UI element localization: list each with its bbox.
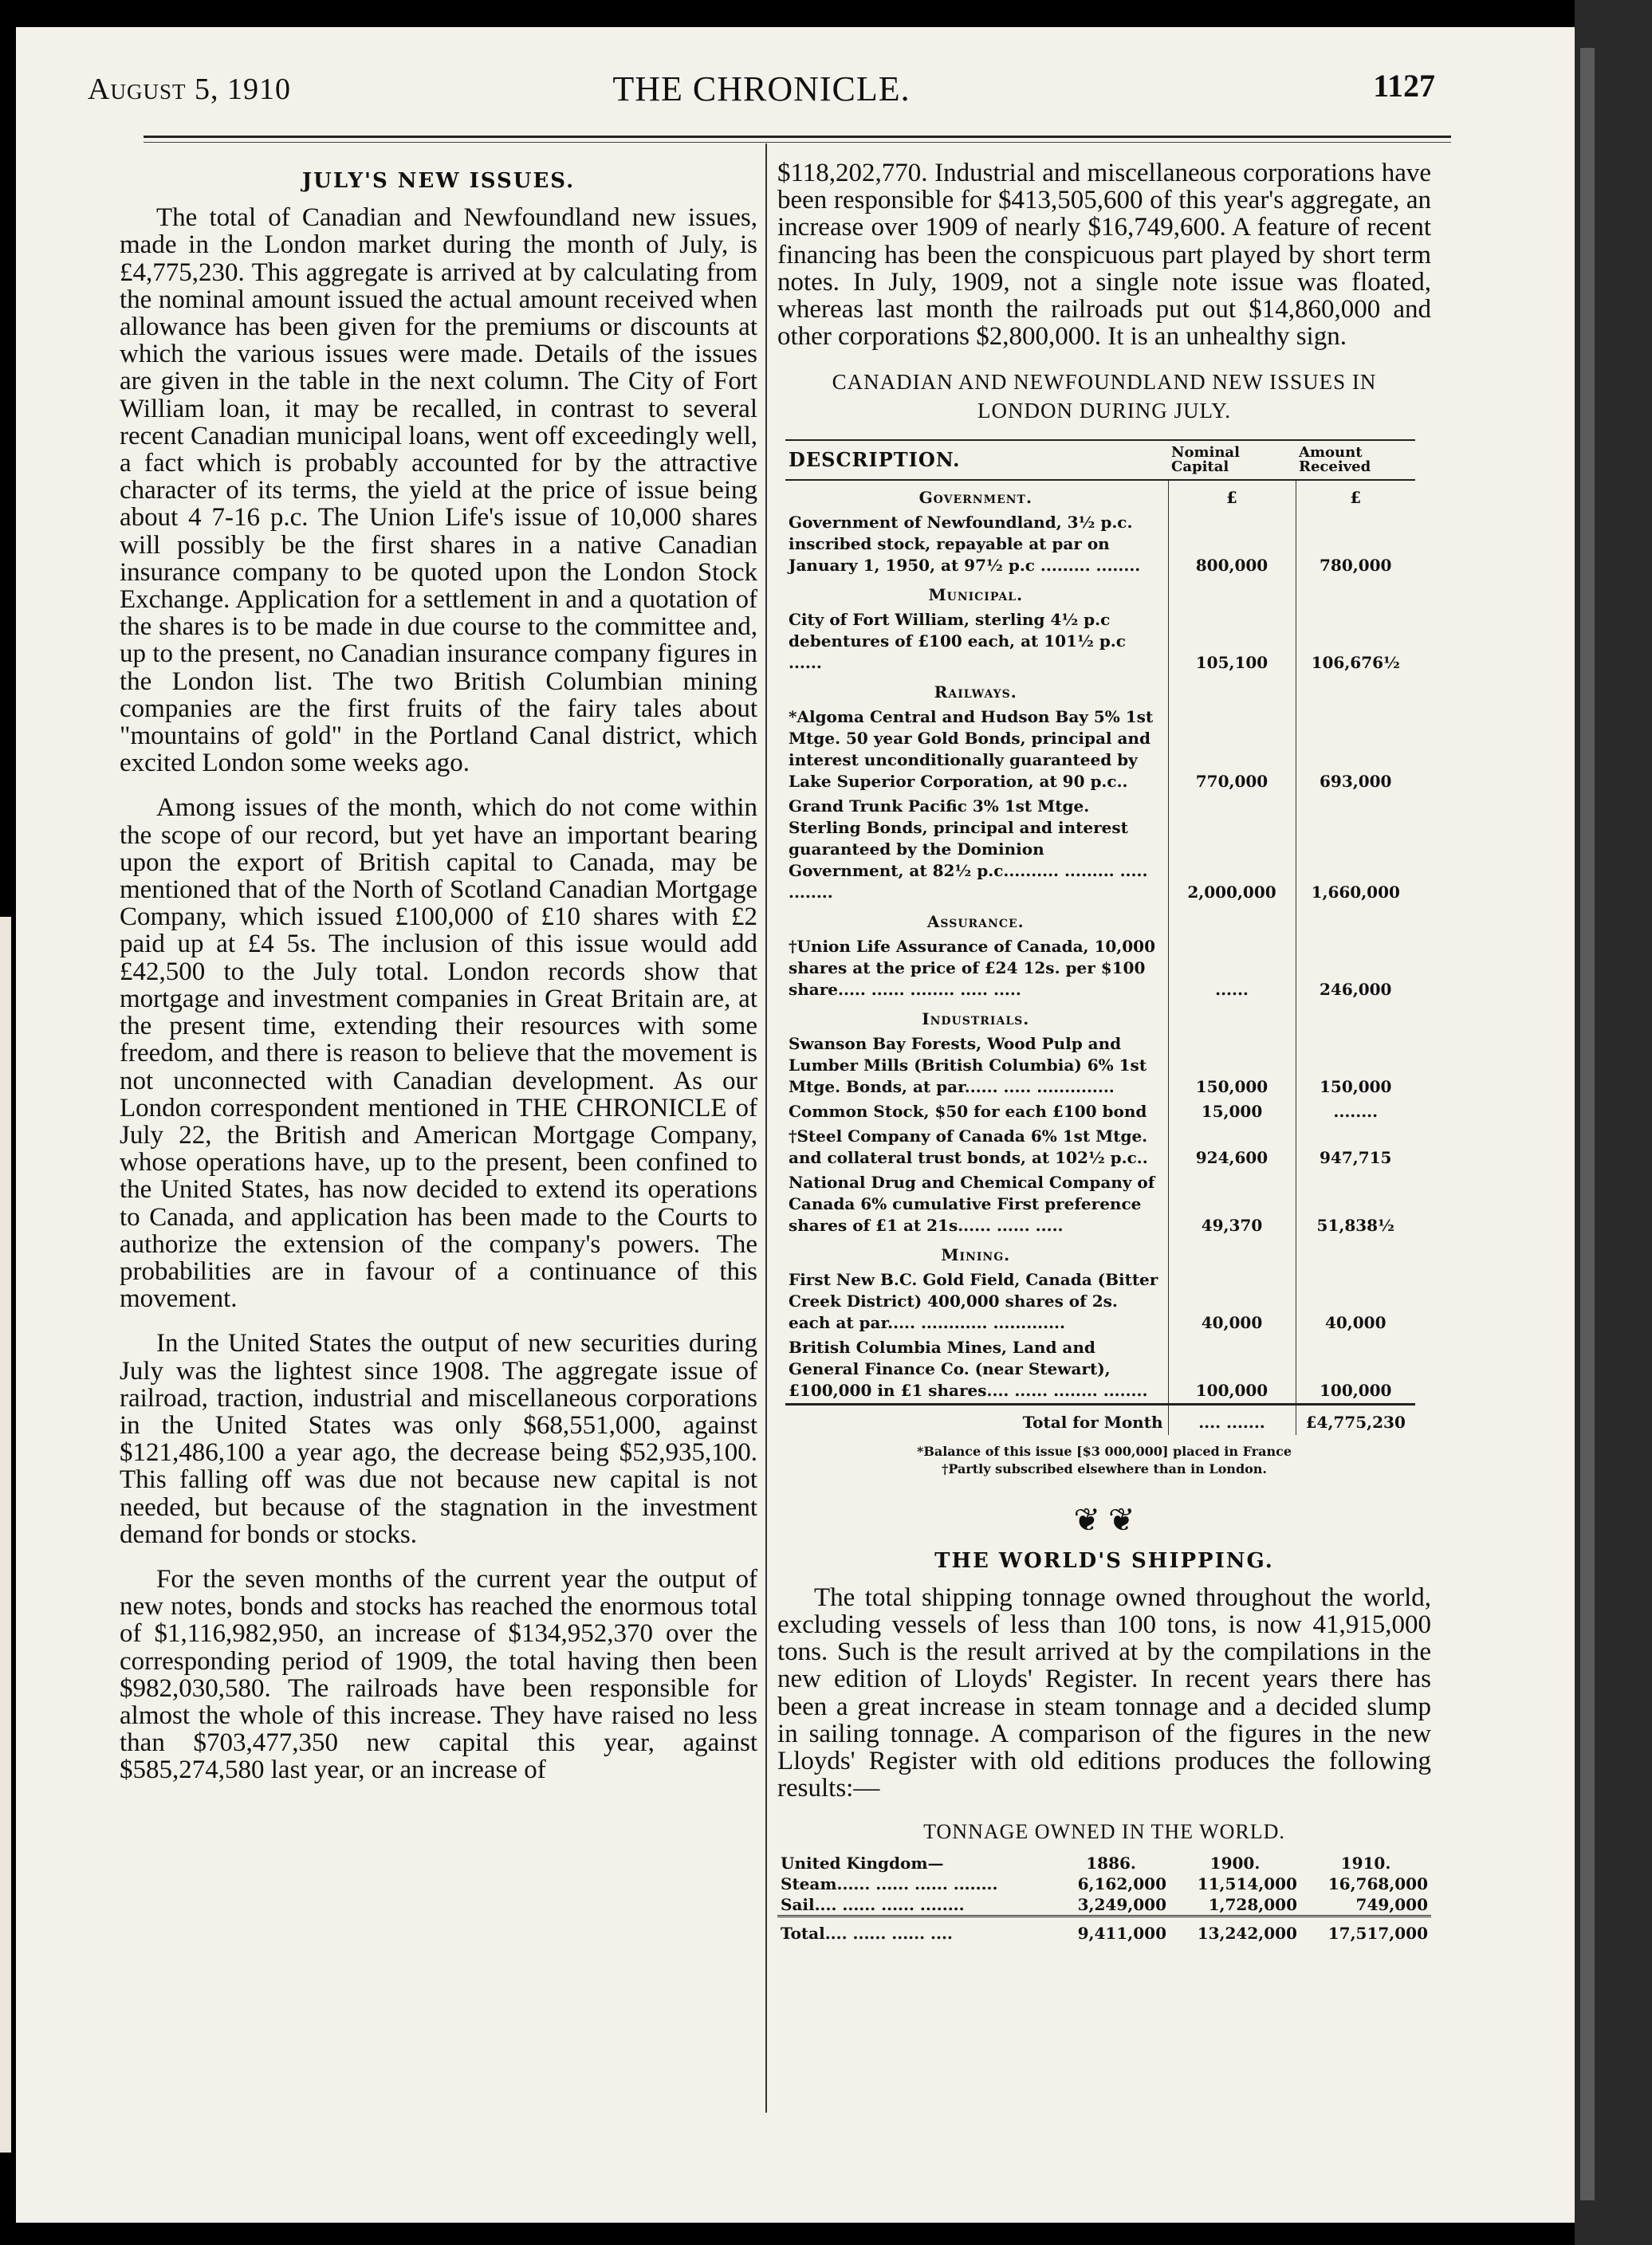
table-row xyxy=(785,1335,1415,1405)
cell-value: 17,517,000 xyxy=(1300,1917,1431,1944)
row-description: Common Stock, $50 for each £100 bond xyxy=(789,1102,1147,1122)
table-footnotes xyxy=(777,1443,1431,1478)
amount-received-cell xyxy=(1296,675,1415,705)
row-description: Municipal. xyxy=(928,585,1024,605)
nominal-capital-cell: ...... xyxy=(1168,934,1296,1002)
tonnage-header-row xyxy=(777,1853,1431,1873)
cell-value: 749,000 xyxy=(1355,1895,1428,1915)
footnote: *Balance of this issue [$3 000,000] placed in France xyxy=(916,1444,1292,1460)
nominal-capital-cell: 15,000 xyxy=(1168,1099,1296,1124)
total-nominal: .... ....... xyxy=(1168,1405,1296,1436)
row-description: City of Fort William, sterling 4½ p.c debentures of £100 each, at 101½ p.c ...... xyxy=(789,610,1126,673)
year-header: 1910. xyxy=(1340,1854,1391,1873)
header-rule xyxy=(144,136,1451,138)
row-description: Government. xyxy=(918,488,1032,508)
row-description: Mining. xyxy=(941,1245,1011,1265)
category-row xyxy=(785,578,1415,607)
amount-received-cell: ........ xyxy=(1296,1099,1415,1124)
row-label: Sail.... ...... ...... ........ xyxy=(781,1895,965,1915)
nominal-capital-cell xyxy=(1168,578,1296,607)
year-header: 1900. xyxy=(1210,1854,1261,1873)
amount-received-cell: 246,000 xyxy=(1296,934,1415,1002)
amount-received-cell xyxy=(1296,905,1415,934)
article-title: THE WORLD'S SHIPPING. xyxy=(934,1548,1274,1573)
page-number: 1127 xyxy=(1373,68,1435,104)
row-label: Steam...... ...... ...... ........ xyxy=(781,1874,998,1894)
issues-table-title-line: LONDON DURING JULY. xyxy=(977,399,1232,423)
table-row xyxy=(777,1873,1431,1894)
col-header-nominal: Nominal Capital xyxy=(1168,440,1296,480)
amount-received-cell: 1,660,000 xyxy=(1296,794,1415,905)
issues-table-title-line: CANADIAN AND NEWFOUNDLAND NEW ISSUES IN xyxy=(832,370,1377,395)
table-row xyxy=(785,607,1415,675)
amount-received-cell: 150,000 xyxy=(1296,1032,1415,1099)
amount-received-cell: 693,000 xyxy=(1296,705,1415,794)
row-description: Government of Newfoundland, 3½ p.c. inscribed stock, repayable at par on January 1, 1950, at 97½ p.c ......... ........ xyxy=(789,513,1141,576)
row-description: †Union Life Assurance of Canada, 10,000 shares at the price of £24 12s. per $100 share..... ...... ........ ..... ..... xyxy=(789,937,1156,1000)
table-total-row xyxy=(785,1405,1415,1436)
nominal-capital-cell xyxy=(1168,675,1296,705)
nominal-capital-cell: 105,100 xyxy=(1168,607,1296,675)
category-row xyxy=(785,1002,1415,1032)
journal-title: THE CHRONICLE. xyxy=(612,69,911,108)
total-amount: £4,775,230 xyxy=(1296,1405,1415,1436)
issues-table xyxy=(785,439,1415,1435)
amount-received-cell xyxy=(1296,578,1415,607)
table-row xyxy=(777,1894,1431,1917)
table-row xyxy=(785,1124,1415,1170)
header-rule-thin xyxy=(144,142,1451,143)
nominal-capital-cell: 800,000 xyxy=(1168,510,1296,578)
amount-received-cell: 947,715 xyxy=(1296,1124,1415,1170)
table-row xyxy=(785,1170,1415,1238)
tonnage-table-title: TONNAGE OWNED IN THE WORLD. xyxy=(923,1820,1285,1844)
col-header-amount: Amount Received xyxy=(1296,440,1415,480)
cell-value: 11,514,000 xyxy=(1197,1874,1297,1894)
tonnage-group-label: United Kingdom— xyxy=(781,1854,944,1873)
article-continuation: $118,202,770. Industrial and miscellaneous corporations have been responsible for $413,505,600 of this year's aggregate, an increase over 1909 of nearly $16,749,600. A feature of recent financing has been the conspicuous part played by short term notes. In July, 1909, not a single note issue was floated, whereas last month the railroads put out $14,860,000 and other corporations $2,800,000. It is an unhealthy sign. xyxy=(777,159,1431,352)
row-description: National Drug and Chemical Company of Canada 6% cumulative First preference shares of £1 at 21s...... ...... ..... xyxy=(789,1173,1155,1236)
nominal-capital-cell xyxy=(1168,905,1296,934)
nominal-capital-cell: 150,000 xyxy=(1168,1032,1296,1099)
table-row xyxy=(785,510,1415,578)
nominal-capital-cell: 924,600 xyxy=(1168,1124,1296,1170)
article-paragraph: In the United States the output of new securities during July was the lightest since 1908. The aggregate issue of railroad, traction, industrial and miscellaneous corporations in the United States was only $68,551,000, against $121,486,100 a year ago, the decrease being $52,935,100. This falling off was due not because new capital is not needed, but because of the stagnation in the investment demand for bonds or stocks. xyxy=(120,1329,757,1549)
issue-date: August 5, 1910 xyxy=(88,73,291,106)
cell-value: 1,728,000 xyxy=(1208,1895,1297,1915)
amount-received-cell xyxy=(1296,1238,1415,1268)
table-row xyxy=(785,1268,1415,1335)
tonnage-table xyxy=(777,1853,1431,1944)
nominal-capital-cell: £ xyxy=(1168,480,1296,510)
cell-value: 3,249,000 xyxy=(1077,1895,1166,1915)
table-row xyxy=(785,934,1415,1002)
row-description: First New B.C. Gold Field, Canada (Bitter Creek District) 400,000 shares of 2s. each at par..... ............ ............. xyxy=(789,1270,1158,1333)
cell-value: 9,411,000 xyxy=(1052,1917,1170,1944)
footnote: †Partly subscribed elsewhere than in London. xyxy=(941,1461,1267,1477)
article-paragraph: The total shipping tonnage owned throughout the world, excluding vessels of less than 100 tons, is now 41,915,000 tons. Such is the result arrived at by the compilations in the new edition of Lloyds' Register. In recent years there has been a great increase in steam tonnage and a decided slump in sailing tonnage. A comparison of the figures in the new Lloyds' Register with old editions produces the following results:— xyxy=(777,1583,1431,1803)
column-divider xyxy=(765,144,767,2113)
table-row xyxy=(785,1099,1415,1124)
issues-table-title xyxy=(777,368,1431,425)
article-title: JULY'S NEW ISSUES. xyxy=(301,169,576,193)
nominal-capital-cell: 100,000 xyxy=(1168,1335,1296,1405)
category-row xyxy=(785,675,1415,705)
cell-value: 13,242,000 xyxy=(1170,1917,1300,1944)
table-row xyxy=(785,705,1415,794)
row-description: British Columbia Mines, Land and General Finance Co. (near Stewart), £100,000 in £1 shares.... ...... ........ ........ xyxy=(789,1338,1148,1401)
left-column xyxy=(120,167,757,1784)
total-label: Total for Month xyxy=(785,1405,1168,1436)
row-description: Swanson Bay Forests, Wood Pulp and Lumber Mills (British Columbia) 6% 1st Mtge. Bonds, at par...... ..... .............. xyxy=(789,1034,1147,1097)
amount-received-cell: 106,676½ xyxy=(1296,607,1415,675)
year-header: 1886. xyxy=(1086,1854,1136,1873)
row-description: *Algoma Central and Hudson Bay 5% 1st Mtge. 50 year Gold Bonds, principal and interest unconditionally guaranteed by Lake Superior Corporation, at 90 p.c.. xyxy=(789,707,1154,792)
article-paragraph: Among issues of the month, which do not come within the scope of our record, but yet have an important bearing upon the export of British capital to Canada, may be mentioned that of the North of Scotland Canadian Mortgage Company, which issued £100,000 of £10 shares with £2 paid up at £4 5s. The inclusion of this issue would add £42,500 to the July total. London records show that mortgage and investment companies in Great Britain are, at the present time, extending their resources with some freedom, and there is reason to believe that the movement is not unconnected with Canadian development. As our London correspondent mentioned in THE CHRONICLE of July 22, the British and American Mortgage Company, whose operations have, up to the present, been confined to the United States, has now decided to extend its operations to Canada, and application has been made to the Courts to authorize the extension of the company's powers. The probabilities are in favour of a continuance of this movement. xyxy=(120,793,757,1314)
row-description: Industrials. xyxy=(922,1009,1030,1029)
running-head xyxy=(88,46,1435,108)
nominal-capital-cell: 2,000,000 xyxy=(1168,794,1296,905)
row-description: Grand Trunk Pacific 3% 1st Mtge. Sterling Bonds, principal and interest guaranteed by the Dominion Government, at 82½ p.c.......... ......... ..... ........ xyxy=(789,796,1148,902)
page-edge-tab xyxy=(0,917,11,2153)
right-column xyxy=(777,159,1431,1944)
category-row xyxy=(785,480,1415,510)
cell-value: 16,768,000 xyxy=(1328,1874,1428,1894)
col-header-description: DESCRIPTION. xyxy=(785,440,1168,480)
table-header-row xyxy=(785,440,1415,480)
amount-received-cell: 100,000 xyxy=(1296,1335,1415,1405)
tonnage-total-row xyxy=(777,1917,1431,1944)
article-paragraph: For the seven months of the current year the output of new notes, bonds and stocks has reached the enormous total of $1,116,982,950, an increase of $134,952,370 over the corresponding period of 1909, the total having then been $982,030,580. The railroads have been responsible for almost the whole of this increase. They have raised no less than $703,477,350 new capital this year, against $585,274,580 last year, or an increase of xyxy=(120,1564,757,1785)
amount-received-cell: 51,838½ xyxy=(1296,1170,1415,1238)
amount-received-cell: 780,000 xyxy=(1296,510,1415,578)
row-label: Total.... ...... ...... .... xyxy=(777,1917,1052,1944)
table-row xyxy=(785,794,1415,905)
amount-received-cell xyxy=(1296,1002,1415,1032)
nominal-capital-cell: 40,000 xyxy=(1168,1268,1296,1335)
row-description: Assurance. xyxy=(926,912,1025,932)
row-description: Railways. xyxy=(934,682,1017,702)
amount-received-cell: 40,000 xyxy=(1296,1268,1415,1335)
nominal-capital-cell xyxy=(1168,1002,1296,1032)
category-row xyxy=(785,1238,1415,1268)
nominal-capital-cell: 49,370 xyxy=(1168,1170,1296,1238)
section-ornament: ❦ ❦ xyxy=(1073,1502,1135,1539)
nominal-capital-cell xyxy=(1168,1238,1296,1268)
nominal-capital-cell: 770,000 xyxy=(1168,705,1296,794)
issues-table-body xyxy=(785,480,1415,1405)
row-description: †Steel Company of Canada 6% 1st Mtge. and collateral trust bonds, at 102½ p.c.. xyxy=(789,1126,1148,1168)
category-row xyxy=(785,905,1415,934)
table-row xyxy=(785,1032,1415,1099)
cell-value: 6,162,000 xyxy=(1077,1874,1166,1894)
book-spine-shadow xyxy=(1580,48,1595,2200)
amount-received-cell: £ xyxy=(1296,480,1415,510)
article-paragraph: The total of Canadian and Newfoundland new issues, made in the London market during the month of July, is £4,775,230. This aggregate is arrived at by calculating from the nominal amount issued the actual amount received when allowance has been given for the premiums or discounts at which the various issues were made. Details of the issues are given in the table in the next column. The City of Fort William loan, it may be recalled, in contrast to several recent Canadian municipal loans, went off exceedingly well, a fact which is probably accounted for by the attractive character of its terms, the yield at the price of issue being about 4 7-16 p.c. The Union Life's issue of 10,000 shares will possibly be the first shares in a native Canadian insurance company to be quoted upon the London Stock Exchange. Application for a settlement in and a quotation of the shares is to be made in due course to the committee and, up to the present, no Canadian insurance company figures in the London list. The two British Columbian mining companies are the first fruits of the fairy tales about "mountains of gold" in the Portland Canal district, which excited London some weeks ago. xyxy=(120,203,757,778)
